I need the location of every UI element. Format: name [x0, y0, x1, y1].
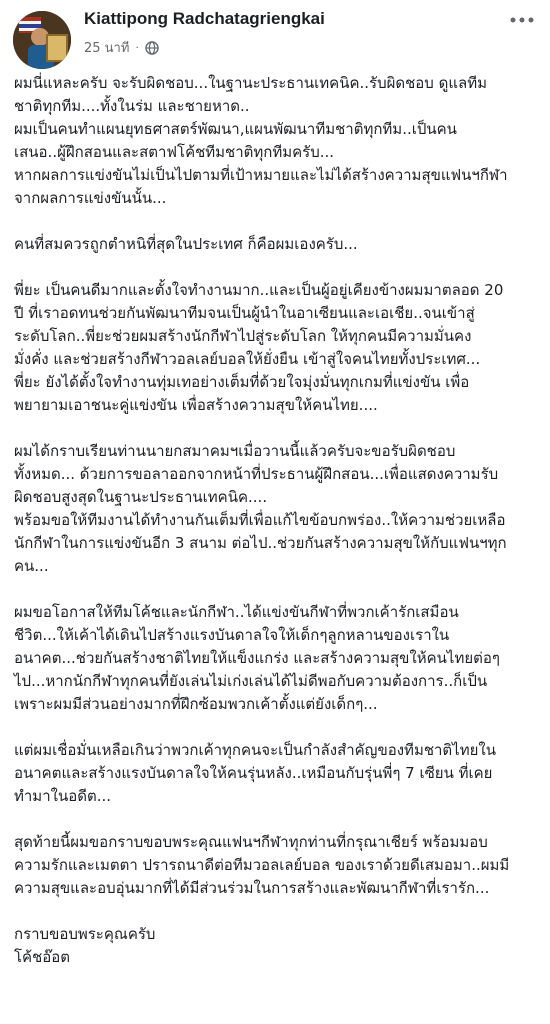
more-options-button[interactable] — [508, 10, 536, 30]
post-paragraph-3: พี่ยะ เป็นคนดีมากและตั้งใจทำงานมาก..และเป็นผู้อยู่เคียงข้างผมมาตลอด 20 ปี ที่เราอดทนช่วยกันพัฒนาทีมจนเป็นผู้นำในอาเซียนและเอเชีย..จนเข้าสู่ ระดับโลก..พี่ยะช่วยผมสร้างนักกีฬาไปสู่ระดับโลก ให้ทุกคนมีความมั่นคง มั่งคั่ง และช่วยสร้างกีฬาวอลเลย์บอลให้ยั่งยืน เข้าสู่ใจคนไทยทั้งประเทศ... พี่ยะ ยังได้ตั้งใจทำงานทุ่มเทอย่างเต็มที่ด้วยใจมุ่งมั่นทุกเกมที่แข่งขัน เพื่อ พยายามเอาชนะคู่แข่งขัน เพื่อสร้างความสุขให้คนไทย.... — [14, 281, 504, 414]
post-time[interactable]: 25 นาที — [84, 41, 130, 56]
globe-icon[interactable] — [145, 41, 159, 55]
more-horizontal-icon — [510, 17, 534, 23]
meta-separator: · — [135, 41, 139, 54]
post-paragraph-2: คนที่สมควรถูกตำหนิที่สุดในประเทศ ก็คือผมเองครับ... — [14, 235, 358, 253]
post-paragraph-4: ผมได้กราบเรียนท่านนายกสมาคมฯเมื่อวานนี้แล้วครับจะขอรับผิดชอบ ทั้งหมด... ด้วยการขอลาออกจากหน้าที่ประธานผู้ฝึกสอน...เพื่อแสดงความรับ ผิดชอบสูงสุดในฐานะประธานเทคนิค.... พร้อมขอให้ทีมงานได้ทำงานกันเต็มที่เพื่อแก้ไขข้อบกพร่อง..ให้ความช่วยเหลือ นักกีฬาในการแข่งขันอีก 3 สนาม ต่อไป..ช่วยกันสร้างความสุขให้กับแฟนฯทุก คน... — [14, 442, 507, 575]
author-name[interactable]: Kiattipong Radchatagriengkai — [84, 9, 325, 28]
avatar-photo-icon — [13, 11, 71, 69]
avatar[interactable] — [13, 11, 71, 69]
post-meta — [84, 37, 159, 58]
post-header — [0, 0, 550, 72]
post-paragraph-5: ผมขอโอกาสให้ทีมโค้ชและนักกีฬา..ได้แข่งขันกีฬาที่พวกเค้ารักเสมือน ชีวิต...ให้เค้าได้เดินไปสร้างแรงบันดาลใจให้เด็กๆลูกหลานของเราใน อนาคต...ช่วยกันสร้างชาติไทยให้แข็งแกร่ง และสร้างความสุขให้คนไทยต่อๆ ไป...หากนักกีฬาทุกคนที่ยังเล่นไม่เก่งเล่นได้ไม่ดีพอกับความต้องการ..ก็เป็น เพราะผมมีส่วนอย่างมากที่ฝึกซ้อมพวกเค้าตั้งแต่ยังเด็กๆ... — [14, 603, 500, 713]
post-paragraph-6: แต่ผมเชื่อมั่นเหลือเกินว่าพวกเค้าทุกคนจะเป็นกำลังสำคัญของทีมชาติไทยใน อนาคตและสร้างแรงบันดาลใจให้คนรุ่นหลัง..เหมือนกับรุ่นพี่ๆ 7 เซียน ที่เคย ทำมาในอดีต... — [14, 741, 496, 805]
post-body — [14, 72, 538, 969]
post-paragraph-7: สุดท้ายนี้ผมขอกราบขอบพระคุณแฟนฯกีฬาทุกท่านที่กรุณาเชียร์ พร้อมมอบ ความรักและเมตตา ปรารถนาดีต่อทีมวอลเลย์บอล ของเราด้วยดีเสมอมา..ผมมี ความสุขและอบอุ่นมากที่ได้มีส่วนร่วมในการสร้างและพัฒนากีฬาที่เรารัก... — [14, 833, 510, 897]
post-signature: กราบขอบพระคุณครับ โค้ชอ๊อต — [14, 925, 156, 966]
post-paragraph-1: ผมนี่แหละครับ จะรับผิดชอบ...ในฐานะประธานเทคนิค..รับผิดชอบ ดูแลทีม ชาติทุกทีม....ทั้งในร่ม และชายหาด.. ผมเป็นคนทำแผนยุทธศาสตร์พัฒนา,แผนพัฒนาทีมชาติทุกทีม..เป็นคน เสนอ..ผู้ฝึกสอนและสตาฟโค้ชทีมชาติทุกทีมครับ... หากผลการแข่งขันไม่เป็นไปตามที่เป้าหมายและไม่ได้สร้างความสุขแฟนฯกีฬา จากผลการแข่งขันนั้น... — [14, 74, 508, 207]
